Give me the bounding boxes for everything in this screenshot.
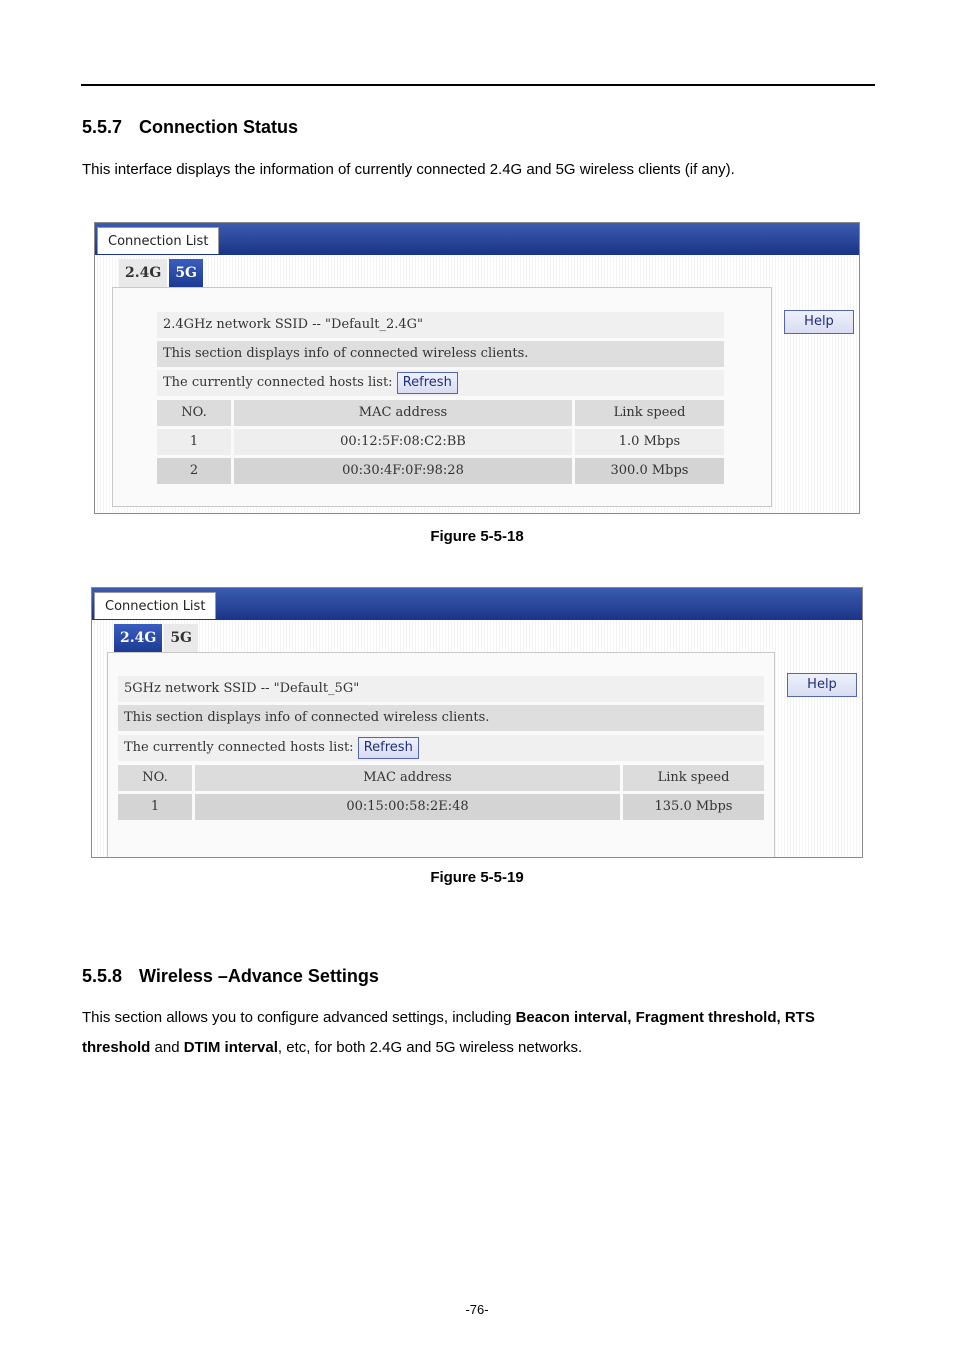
table-cell-speed: 135.0 Mbps [623, 794, 764, 820]
table-cell-no: 1 [118, 794, 192, 820]
paragraph-text: This section allows you to configure advanced settings, including [82, 1009, 516, 1026]
table-cell-no: 1 [157, 429, 231, 455]
figure-connection-list-2g [94, 222, 860, 514]
paragraph-text: , etc, for both 2.4G and 5G wireless networks. [277, 1039, 583, 1056]
paragraph-text: and [150, 1039, 184, 1056]
hosts-list-line [157, 370, 724, 396]
tab-2-4g[interactable]: 2.4G [119, 259, 167, 287]
help-button[interactable]: Help [784, 310, 854, 334]
figure-caption: Figure 5-5-19 [430, 869, 524, 886]
figure-connection-list-5g [91, 587, 863, 858]
section-intro: This interface displays the information of currently connected 2.4G and 5G wireless clients (if any). [82, 161, 735, 178]
section-paragraph [82, 1003, 876, 1063]
col-header-speed: Link speed [575, 400, 724, 426]
section-number: 5.5.8 [82, 966, 123, 986]
panel-header [92, 588, 862, 620]
hosts-list-line [118, 735, 764, 761]
section-heading-connection-status [82, 117, 298, 138]
help-button[interactable]: Help [787, 673, 857, 697]
section-title: Connection Status [139, 117, 299, 137]
tab-5g[interactable]: 5G [169, 259, 203, 287]
table-cell-mac: 00:12:5F:08:C2:BB [234, 429, 572, 455]
table-cell-no: 2 [157, 458, 231, 484]
figure-caption: Figure 5-5-18 [430, 528, 524, 545]
col-header-mac: MAC address [195, 765, 620, 791]
info-line: This section displays info of connected wireless clients. [118, 705, 764, 731]
hosts-label: The currently connected hosts list: [124, 740, 354, 755]
panel-header [95, 223, 859, 255]
ssid-line: 5GHz network SSID -- "Default_5G" [118, 676, 764, 702]
content-box [107, 652, 775, 858]
section-heading-advance-settings [82, 966, 379, 987]
band-tabs [114, 624, 200, 652]
tab-connection-list[interactable]: Connection List [97, 227, 219, 254]
hosts-label: The currently connected hosts list: [163, 375, 393, 390]
tab-connection-list[interactable]: Connection List [94, 592, 216, 619]
panel-body [95, 255, 859, 513]
table-cell-mac: 00:30:4F:0F:98:28 [234, 458, 572, 484]
col-header-mac: MAC address [234, 400, 572, 426]
refresh-button[interactable]: Refresh [397, 372, 458, 394]
col-header-speed: Link speed [623, 765, 764, 791]
section-number: 5.5.7 [82, 117, 123, 137]
table-cell-speed: 1.0 Mbps [575, 429, 724, 455]
tab-2-4g[interactable]: 2.4G [114, 624, 162, 652]
col-header-no: NO. [118, 765, 192, 791]
tab-5g[interactable]: 5G [164, 624, 198, 652]
top-rule [81, 84, 875, 86]
content-box [112, 287, 772, 507]
col-header-no: NO. [157, 400, 231, 426]
paragraph-bold-text: DTIM interval [183, 1039, 278, 1056]
ssid-line: 2.4GHz network SSID -- "Default_2.4G" [157, 312, 724, 338]
table-cell-speed: 300.0 Mbps [575, 458, 724, 484]
info-line: This section displays info of connected wireless clients. [157, 341, 724, 367]
band-tabs [119, 259, 205, 287]
table-cell-mac: 00:15:00:58:2E:48 [195, 794, 620, 820]
refresh-button[interactable]: Refresh [358, 737, 419, 759]
panel-body [92, 620, 862, 857]
paragraph-bold-text: Beacon interval, Fragment threshold, RTS threshold [82, 1009, 815, 1056]
page-number: -76- [465, 1302, 489, 1317]
section-title: Wireless –Advance Settings [139, 966, 379, 986]
